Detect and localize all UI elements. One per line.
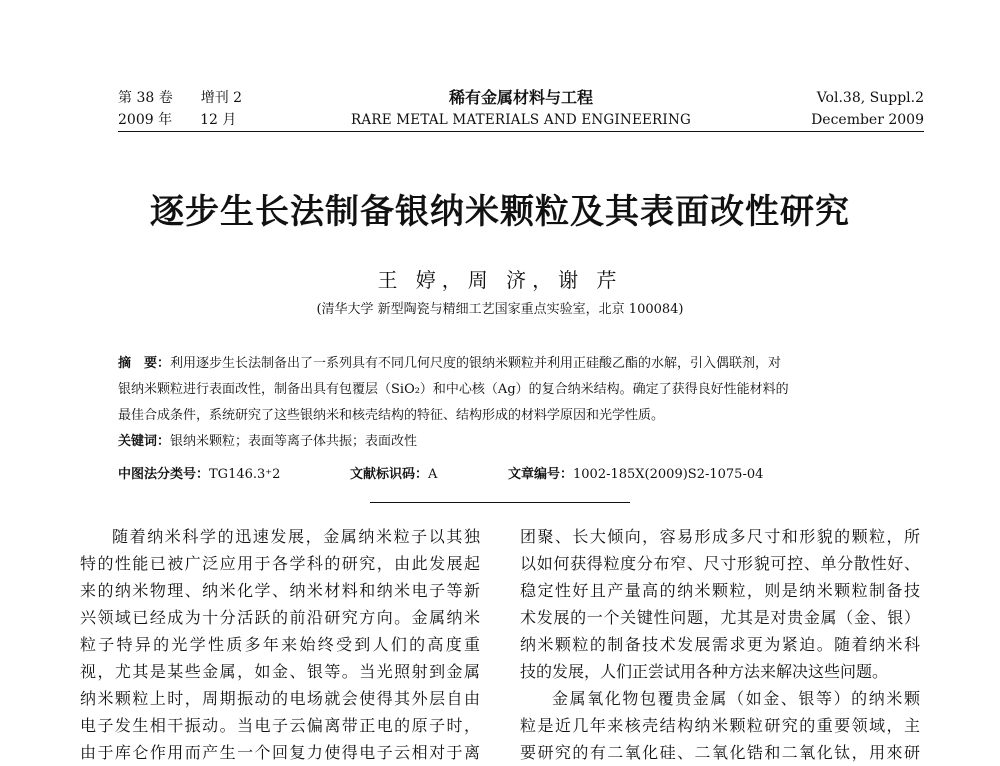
body-line: 粒是近几年来核壳结构纳米颗粒研究的重要领域，主 — [520, 716, 920, 735]
abstract — [118, 351, 924, 455]
paper-authors: 王 婷，周 济，谢 芹 — [377, 268, 623, 292]
abstract-line: 银纳米颗粒进行表面改性，制备出具有包覆层（SiO₂）和中心核（Ag）的复合纳米结构。确定了获得良好性能材料的 — [118, 382, 789, 397]
keywords-text: 银纳米颗粒；表面等离子体共振；表面改性 — [170, 434, 418, 449]
header-row-1 — [118, 88, 924, 108]
clc-number — [118, 465, 280, 485]
paper-affiliation: (清华大学 新型陶瓷与精细工艺国家重点实验室，北京 100084) — [316, 302, 684, 317]
document-code — [350, 465, 437, 485]
body-line: 团聚、长大倾向，容易形成多尺寸和形貌的颗粒，所 — [520, 527, 920, 546]
article-no-value: 1002-185X(2009)S2-1075-04 — [573, 467, 764, 482]
abstract-line: 最佳合成条件，系统研究了这些银纳米和核壳结构的特征、结构形成的材料学原因和光学性质。 — [118, 408, 665, 423]
body-line: 特的性能已被广泛应用于各学科的研究，由此发展起 — [80, 554, 480, 573]
body-line: 电子发生相干振动。当电子云偏离带正电的原子时， — [80, 716, 480, 735]
body-line: 视，尤其是某些金属，如金、银等。当光照射到金属 — [80, 662, 480, 681]
keywords-line — [118, 429, 924, 455]
keywords-label: 关键词： — [118, 434, 171, 449]
body-line: 金属氧化物包覆贵金属（如金、银等）的纳米颗 — [552, 689, 920, 708]
journal-name-cn: 稀有金属材料与工程 — [448, 88, 593, 107]
article-number — [508, 465, 763, 485]
abstract-text: 利用逐步生长法制备出了一系列具有不同几何尺度的银纳米颗粒并利用正硅酸乙酯的水解，引入偶联剂，对 — [170, 356, 782, 371]
header-volume-en: Vol.38, Suppl.2 — [816, 90, 924, 106]
article-no-label: 文章编号： — [508, 467, 574, 482]
doc-code-value: A — [428, 467, 438, 482]
header-issue-cn: 增刊 2 — [200, 90, 243, 106]
body-line: 纳米颗粒上时，周期振动的电场就会使得其外层自由 — [80, 689, 480, 708]
body-line: 粒子特异的光学性质多年来始终受到人们的高度重 — [80, 635, 480, 654]
clc-value: TG146.3⁺2 — [209, 467, 281, 482]
paper-title: 逐步生长法制备银纳米颗粒及其表面改性研究 — [150, 192, 850, 232]
header-year-cn: 2009 年 — [118, 112, 173, 128]
body-line: 以如何获得粒度分布窄、尺寸形貌可控、单分散性好、 — [520, 554, 920, 573]
body-column-right — [520, 523, 920, 766]
header-volume-cn: 第 38 卷 — [118, 90, 173, 106]
header-month-cn: 12 月 — [200, 112, 237, 128]
body-line: 随着纳米科学的迅速发展，金属纳米粒子以其独 — [112, 527, 480, 546]
journal-name-en: RARE METAL MATERIALS AND ENGINEERING — [351, 112, 691, 128]
body-column-left — [80, 523, 480, 766]
abstract-divider — [370, 502, 630, 503]
body-line: 由于库仑作用而产生一个回复力使得电子云相对于离 — [80, 743, 480, 762]
body-line: 兴领域已经成为十分活跃的前沿研究方向。金属纳米 — [80, 608, 480, 627]
body-line: 纳米颗粒的制备技术发展需求更为紧迫。随着纳米科 — [520, 635, 920, 654]
body-line: 要研究的有二氧化硅、二氧化锆和二氧化钛，用來研 — [520, 743, 920, 762]
header-row-2 — [118, 110, 924, 130]
body-line: 来的纳米物理、纳米化学、纳米材料和纳米电子等新 — [80, 581, 480, 600]
body-line: 术发展的一个关键性问题，尤其是对贵金属（金、银） — [520, 608, 920, 627]
abstract-line — [118, 351, 924, 377]
classification-row — [118, 465, 924, 485]
header-divider — [118, 131, 924, 132]
body-line: 稳定性好且产量高的纳米颗粒，则是纳米颗粒制备技 — [520, 581, 920, 600]
body-line: 技的发展，人们正尝试用各种方法来解决这些问题。 — [520, 662, 889, 681]
header-date-en: December 2009 — [811, 112, 924, 128]
clc-label: 中图法分类号： — [118, 467, 210, 482]
doc-code-label: 文献标识码： — [350, 467, 429, 482]
abstract-label: 摘 要： — [118, 356, 171, 371]
